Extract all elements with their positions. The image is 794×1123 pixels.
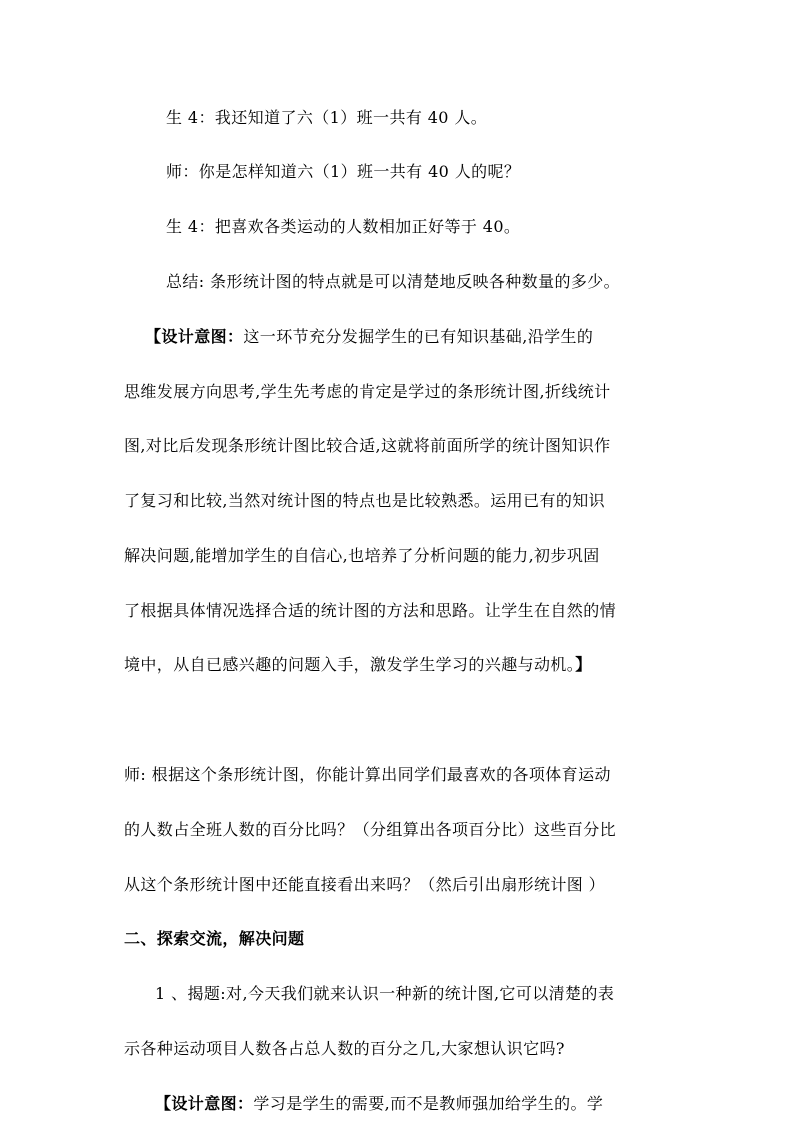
teacher-question-line1: 师: 根据这个条形统计图，你能计算出同学们最喜欢的各项体育运动: [124, 765, 611, 784]
design-intent-1-line7: [124, 655, 592, 675]
summary-line: 总结: 条形统计图的特点就是可以清楚地反映各种数量的多少。: [166, 272, 621, 291]
design-intent-1-line5: 解决问题,能增加学生的自信心,也培养了分析问题的能力,初步巩固: [124, 546, 600, 565]
teacher-question-line2: 的人数占全班人数的百分比吗？（分组算出各项百分比）这些百分比: [124, 820, 617, 839]
section-heading: 二、探索交流，解决问题: [124, 929, 305, 948]
dialogue-line-student4-a: 生 4：我还知道了六（1）班一共有 40 人。: [166, 108, 488, 127]
design-intent-1-line4: 了复习和比较,当然对统计图的特点也是比较熟悉。运用已有的知识: [124, 491, 606, 510]
design-intent-1-line2: 思维发展方向思考,学生先考虑的肯定是学过的条形统计图,折线统计: [124, 382, 611, 401]
design-intent-1-first-line: [145, 327, 593, 347]
design-intent-2-first-line: [155, 1094, 603, 1114]
teacher-question-line3: 从这个条形统计图中还能直接看出来吗？（然后引出扇形统计图 ）: [124, 875, 606, 894]
design-intent-1-line3: 图,对比后发现条形统计图比较合适,这就将前面所学的统计图知识作: [124, 436, 611, 455]
design-intent-1-line6: 了根据具体情况选择合适的统计图的方法和思路。让学生在自然的情: [124, 601, 617, 620]
design-intent-2-text: 学习是学生的需要,而不是教师强加给学生的。学: [253, 1094, 604, 1113]
design-intent-1-line1-text: 这一环节充分发掘学生的已有知识基础,沿学生的: [243, 327, 594, 346]
design-intent-1-close-bracket: 】: [575, 655, 592, 674]
design-intent-1-label: 【设计意图：: [145, 327, 244, 346]
section-item1-line1: 1 、揭题:对,今天我们就来认识一种新的统计图,它可以清楚的表: [155, 984, 615, 1003]
design-intent-2-label: 【设计意图：: [155, 1094, 254, 1113]
section-item1-line2: 示各种运动项目人数各占总人数的百分之几,大家想认识它吗?: [124, 1039, 565, 1058]
dialogue-line-teacher: 师：你是怎样知道六（1）班一共有 40 人的呢？: [166, 162, 521, 181]
dialogue-line-student4-b: 生 4：把喜欢各类运动的人数相加正好等于 40。: [166, 217, 521, 236]
design-intent-1-line7-text: 境中，从自已感兴趣的问题入手，激发学生学习的兴趣与动机。: [124, 655, 576, 674]
